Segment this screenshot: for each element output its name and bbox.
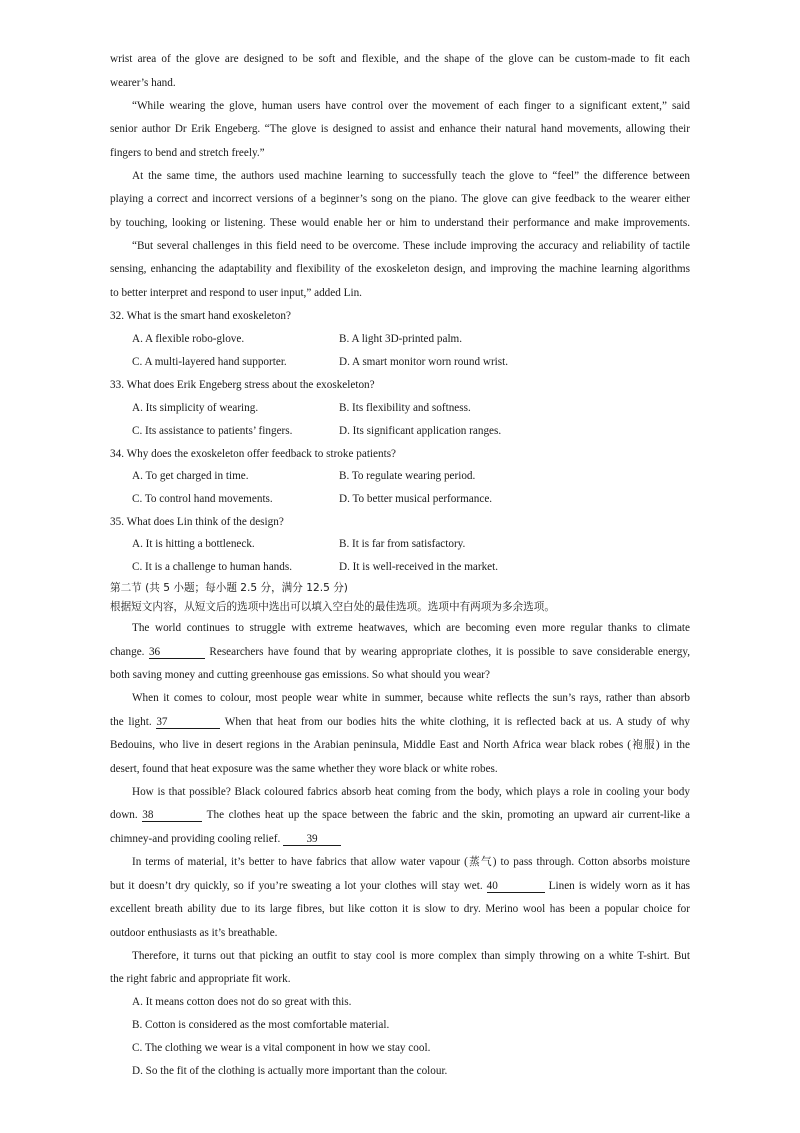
passage-line [132, 855, 690, 869]
blank-37[interactable]: 37 [156, 716, 220, 729]
passage-text: ) in the [655, 739, 690, 751]
passage-line: “While wearing the glove, human users have control over the movement of each finger to a significant extent,” said [132, 100, 690, 112]
passage-line: the right fabric and appropriate fit work. [110, 973, 291, 985]
passage-line: At the same time, the authors used machine learning to successfully teach the glove to “feel” the difference between [132, 170, 690, 182]
answer-option[interactable]: D. To better musical performance. [339, 493, 493, 505]
passage-line: both saving money and cutting greenhouse gas emissions. So what should you wear? [110, 669, 491, 681]
answer-option[interactable]: B. A light 3D-printed palm. [339, 333, 463, 345]
passage-text: change. [110, 646, 145, 658]
question-stem: 33. What does Erik Engeberg stress about the exoskeleton? [110, 379, 375, 391]
passage-line [110, 832, 690, 846]
answer-option[interactable]: B. Its flexibility and softness. [339, 402, 471, 414]
answer-option[interactable]: D. It is well-received in the market. [339, 561, 499, 573]
passage-text: ) to pass through. Cotton absorbs moisture [492, 856, 691, 868]
question-stem: 32. What is the smart hand exoskeleton? [110, 310, 291, 322]
fill-option[interactable]: D. So the fit of the clothing is actually more important than the colour. [132, 1065, 448, 1077]
answer-option[interactable]: A. To get charged in time. [132, 470, 249, 482]
answer-option[interactable]: A. Its simplicity of wearing. [132, 402, 259, 414]
section-instruction: 根据短文内容，从短文后的选项中选出可以填入空白处的最佳选项。选项中有两项为多余选项。 [110, 601, 555, 613]
section-heading: 第二节 (共 5 小题；每小题 2.5 分，满分 12.5 分) [110, 582, 348, 594]
passage-line: outdoor enthusiasts as it’s breathable. [110, 927, 278, 939]
passage-text: chimney-and providing cooling relief. [110, 833, 281, 845]
passage-line: to better interpret and respond to user input,” added Lin. [110, 287, 362, 299]
answer-option[interactable]: C. Its assistance to patients’ fingers. [132, 425, 293, 437]
answer-option[interactable]: C. It is a challenge to human hands. [132, 561, 293, 573]
passage-line: The world continues to struggle with extreme heatwaves, which are becoming even more regular thanks to climate [132, 622, 690, 634]
fill-option[interactable]: A. It means cotton does not do so great with this. [132, 996, 352, 1008]
answer-option[interactable]: B. To regulate wearing period. [339, 470, 476, 482]
passage-text: the light. [110, 716, 152, 728]
passage-line [110, 738, 690, 752]
passage-text: Linen is widely worn as it has [548, 880, 691, 892]
blank-38[interactable]: 38 [142, 809, 202, 822]
passage-line [110, 715, 690, 729]
passage-line: How is that possible? Black coloured fabrics absorb heat coming from the body, which plays a role in cooling your body [132, 786, 690, 798]
passage-line: fingers to bend and stretch freely.” [110, 147, 265, 159]
passage-line [110, 879, 690, 893]
passage-line: desert, found that heat exposure was the same whether they wore black or white robes. [110, 763, 498, 775]
passage-text: 蒸气 [467, 856, 493, 868]
passage-line: When it comes to colour, most people wear white in summer, because white reflects the sun’s rays, rather than absorb [132, 692, 690, 704]
answer-option[interactable]: C. To control hand movements. [132, 493, 273, 505]
answer-option[interactable]: C. A multi-layered hand supporter. [132, 356, 287, 368]
passage-line: Therefore, it turns out that picking an outfit to stay cool is more complex than simply throwing on a white T-shirt. But [132, 950, 690, 962]
answer-option[interactable]: A. It is hitting a bottleneck. [132, 538, 255, 550]
passage-line: sensing, enhancing the adaptability and flexibility of the exoskeleton design, and improving the machine learning algorithms [110, 263, 690, 275]
passage-line: by touching, looking or listening. These would enable her or him to understand their performance and make improvements. [110, 217, 690, 229]
question-stem: 34. Why does the exoskeleton offer feedback to stroke patients? [110, 448, 397, 460]
passage-line: senior author Dr Erik Engeberg. “The glove is designed to assist and enhance their natural hand movements, allowing their [110, 123, 690, 135]
fill-option[interactable]: B. Cotton is considered as the most comfortable material. [132, 1019, 390, 1031]
blank-36[interactable]: 36 [149, 646, 205, 659]
answer-option[interactable]: A. A flexible robo-glove. [132, 333, 245, 345]
passage-text: Researchers have found that by wearing appropriate clothes, it is possible to save considerable energy, [209, 646, 691, 658]
fill-option[interactable]: C. The clothing we wear is a vital component in how we stay cool. [132, 1042, 431, 1054]
answer-option[interactable]: D. A smart monitor worn round wrist. [339, 356, 509, 368]
passage-line: playing a correct and incorrect versions of a beginner’s song on the piano. The glove can give feedback to the wearer either [110, 193, 690, 205]
passage-text: In terms of material, it’s better to have fabrics that allow water vapour ( [132, 856, 468, 868]
passage-text: down. [110, 809, 138, 821]
answer-option[interactable]: B. It is far from satisfactory. [339, 538, 466, 550]
blank-40[interactable]: 40 [487, 880, 545, 893]
passage-text: When that heat from our bodies hits the white clothing, it is reflected back at us. A study of why [224, 716, 690, 728]
passage-text: The clothes heat up the space between the fabric and the skin, promoting an upward air current-like a [206, 809, 690, 821]
answer-option[interactable]: D. Its significant application ranges. [339, 425, 502, 437]
question-stem: 35. What does Lin think of the design? [110, 516, 284, 528]
passage-line [110, 645, 690, 659]
passage-line [110, 808, 690, 822]
passage-text: 袍服 [630, 739, 656, 751]
passage-line: wearer’s hand. [110, 77, 176, 89]
blank-39[interactable]: 39 [283, 833, 341, 846]
passage-line: excellent breath ability due to its large fibres, but like cotton it is slow to dry. Merino wool has been a popular choice for [110, 903, 690, 915]
passage-line: “But several challenges in this field need to be overcome. These include improving the accuracy and reliability of tactile [132, 240, 690, 252]
passage-line: wrist area of the glove are designed to be soft and flexible, and the shape of the glove can be custom-made to fit each [110, 53, 690, 65]
passage-text: but it doesn’t dry quickly, so if you’re sweating a lot your clothes will stay wet. [110, 880, 483, 892]
passage-text: Bedouins, who live in desert regions in the Arabian peninsula, Middle East and North Africa wear black robes ( [110, 739, 631, 751]
